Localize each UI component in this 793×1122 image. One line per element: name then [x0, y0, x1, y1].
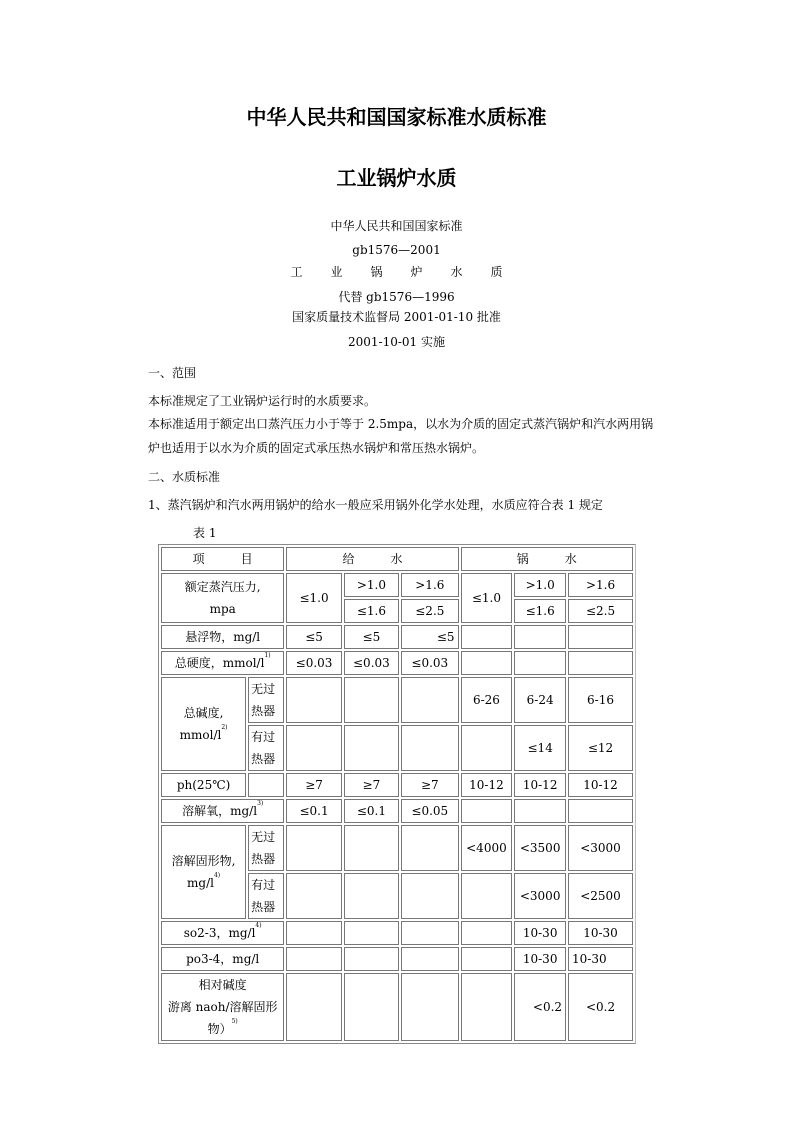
cell [514, 799, 566, 823]
table-row [161, 947, 633, 971]
table-row [161, 973, 633, 1041]
table-row [161, 921, 633, 945]
cell: ≤1.6 [514, 599, 566, 623]
standard-name-wrap [0, 265, 793, 279]
table-header-row [161, 547, 633, 571]
label-line: 总碱度, [183, 706, 224, 720]
cell: ≤2.5 [401, 599, 458, 623]
cell: <4000 [461, 825, 513, 871]
cell [344, 921, 399, 945]
cell [401, 973, 458, 1041]
cell [461, 625, 513, 649]
label-line: 有过 [251, 730, 276, 744]
cell [461, 725, 513, 771]
cell: >1.6 [568, 573, 633, 597]
table-row [161, 625, 633, 649]
document-subtitle: 工业锅炉水质 [336, 166, 457, 190]
document-title: 中华人民共和国国家标准水质标准 [246, 105, 547, 129]
cell [401, 873, 458, 919]
cell [286, 873, 341, 919]
label-line: 热器 [251, 704, 276, 718]
label-text: 总硬度，mmol/l [174, 656, 265, 670]
row-label [161, 651, 284, 675]
cell: ≤5 [401, 625, 458, 649]
cell: 10-30 [514, 947, 566, 971]
standard-code: gb1576—2001 [352, 243, 441, 257]
cell: ≤5 [344, 625, 399, 649]
cell: 10-12 [568, 773, 633, 797]
cell [461, 799, 513, 823]
paragraph: 炉也适用于以水为介质的固定式承压热水锅炉和常压热水锅炉。 [148, 441, 485, 455]
cell [344, 947, 399, 971]
cell: ≤1.0 [286, 573, 341, 623]
cell [286, 973, 341, 1041]
header-feed-water: 给 水 [286, 547, 458, 571]
cell [286, 677, 341, 723]
cell: 10-12 [514, 773, 566, 797]
footnote-mark: 2) [221, 724, 228, 731]
cell: ≤1.0 [461, 573, 513, 623]
cell: ≤0.03 [401, 651, 458, 675]
cell: ≤5 [286, 625, 341, 649]
cell [401, 677, 458, 723]
cell [286, 947, 341, 971]
cell: 6-26 [461, 677, 513, 723]
cell: <3000 [514, 873, 566, 919]
table-row [161, 573, 633, 597]
row-label [161, 573, 284, 623]
footnote-mark: 3) [257, 800, 264, 807]
cell: 6-16 [568, 677, 633, 723]
cell: 10-12 [461, 773, 513, 797]
cell: <2500 [568, 873, 633, 919]
label-line: 额定蒸汽压力, [184, 580, 261, 594]
cell [401, 947, 458, 971]
approval-line: 国家质量技术监督局 2001-01-10 批准 [292, 310, 501, 324]
cell: ≤14 [514, 725, 566, 771]
section-heading: 二、水质标准 [148, 470, 221, 484]
cell: <3500 [514, 825, 566, 871]
cell: ≤0.05 [401, 799, 458, 823]
table-row [161, 773, 633, 797]
water-quality-table [158, 544, 636, 1044]
cell [568, 625, 633, 649]
footnote-mark: 5) [231, 1018, 238, 1025]
cell: ≤0.1 [286, 799, 341, 823]
standard-name: 工业锅炉水质 [290, 265, 531, 279]
effective-line: 2001-10-01 实施 [347, 335, 445, 349]
label-line: 物） [207, 1022, 232, 1036]
label-line: mg/l [187, 876, 214, 890]
footnote-mark: 1) [264, 652, 271, 659]
cell: ≥7 [286, 773, 341, 797]
cell [401, 825, 458, 871]
cell: ≤1.6 [344, 599, 399, 623]
cell [461, 973, 513, 1041]
cell [568, 651, 633, 675]
table-caption: 表 1 [193, 526, 217, 540]
cell: >1.0 [344, 573, 399, 597]
sub-label [248, 873, 284, 919]
cell [514, 651, 566, 675]
table-row [161, 799, 633, 823]
header-item: 项 目 [161, 547, 284, 571]
row-label [161, 799, 284, 823]
row-label [161, 973, 284, 1041]
label-text: 溶解氧，mg/l [182, 804, 258, 818]
cell: >1.6 [401, 573, 458, 597]
cell [401, 921, 458, 945]
cell: <0.2 [568, 973, 633, 1041]
cell [461, 947, 513, 971]
cell [344, 677, 399, 723]
cell [461, 873, 513, 919]
table-row [161, 651, 633, 675]
paragraph: 1、蒸汽锅炉和汽水两用锅炉的给水一般应采用锅外化学水处理，水质应符合表 1 规定 [148, 498, 603, 512]
cell [401, 725, 458, 771]
footnote-mark: 4) [255, 922, 262, 929]
label-line: 相对碱度 [198, 978, 247, 992]
label-text: so2-3，mg/l [183, 926, 256, 940]
label-line: 游离 naoh/溶解固形 [167, 1000, 278, 1014]
row-label: 悬浮物，mg/l [161, 625, 284, 649]
sub-label [248, 825, 284, 871]
cell [344, 825, 399, 871]
label-line: 热器 [251, 852, 276, 866]
cell: 10-30 [514, 921, 566, 945]
cell: >1.0 [514, 573, 566, 597]
label-line: 无过 [251, 830, 276, 844]
cell: ≥7 [344, 773, 399, 797]
label-line: 无过 [251, 682, 276, 696]
standard-line: 中华人民共和国国家标准 [330, 219, 463, 233]
row-label: ph(25℃) [161, 773, 246, 797]
cell: 10-30 [568, 921, 633, 945]
label-line: mpa [209, 602, 236, 616]
footnote-mark: 4) [213, 872, 221, 879]
paragraph: 本标准适用于额定出口蒸汽压力小于等于 2.5mpa，以水为介质的固定式蒸汽锅炉和汽水两用锅 [148, 417, 654, 431]
cell: ≤0.03 [344, 651, 399, 675]
section-heading: 一、范围 [148, 366, 197, 380]
cell [286, 725, 341, 771]
label-line: 热器 [251, 900, 276, 914]
cell: 10-30 [568, 947, 633, 971]
sub-label [248, 725, 284, 771]
row-label [161, 921, 284, 945]
sub-label [248, 677, 284, 723]
cell [286, 921, 341, 945]
cell: <0.2 [514, 973, 566, 1041]
cell: ≤2.5 [568, 599, 633, 623]
cell: ≤12 [568, 725, 633, 771]
table-row [161, 825, 633, 871]
header-boiler-water: 锅 水 [461, 547, 633, 571]
row-label [161, 677, 246, 771]
cell [461, 651, 513, 675]
label-line: 有过 [251, 878, 276, 892]
cell [344, 725, 399, 771]
label-line: mmol/l [179, 728, 222, 742]
cell: ≥7 [401, 773, 458, 797]
cell [248, 773, 284, 797]
paragraph: 本标准规定了工业锅炉运行时的水质要求。 [148, 394, 377, 408]
cell [286, 825, 341, 871]
label-line: 热器 [251, 752, 276, 766]
table-row [161, 677, 633, 723]
cell [344, 973, 399, 1041]
cell [461, 921, 513, 945]
cell [568, 799, 633, 823]
label-line: 溶解固形物, [171, 854, 236, 868]
cell: ≤0.03 [286, 651, 341, 675]
cell [344, 873, 399, 919]
cell: <3000 [568, 825, 633, 871]
row-label [161, 825, 246, 919]
cell: 6-24 [514, 677, 566, 723]
cell [514, 625, 566, 649]
row-label: po3-4，mg/l [161, 947, 284, 971]
cell: ≤0.1 [344, 799, 399, 823]
replaces-line: 代替 gb1576—1996 [338, 290, 455, 304]
